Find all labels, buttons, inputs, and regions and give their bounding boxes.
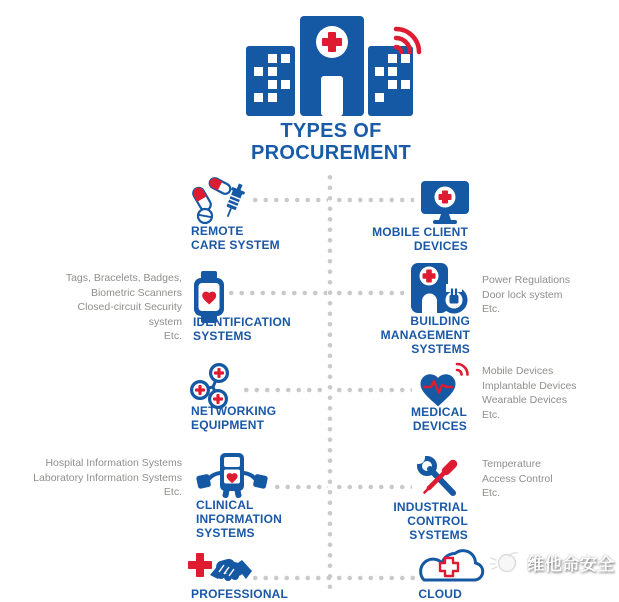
label-mobile-client-devices: MOBILE CLIENT DEVICES [372, 225, 468, 253]
wireless-signal-icon [396, 29, 419, 52]
vitamin-logo-icon [487, 548, 525, 578]
label-building-management-systems: BUILDING MANAGEMENT SYSTEMS [380, 314, 470, 356]
label-industrial-control-systems: INDUSTRIAL CONTROL SYSTEMS [393, 500, 468, 542]
connector-row3-left [241, 387, 328, 393]
watermark-text: 维他命安全 [527, 554, 615, 574]
label-professional: PROFESSIONAL [191, 587, 289, 601]
connector-row2-right [334, 290, 404, 296]
note-identification-systems: Tags, Bracelets, Badges, Biometric Scanners Closed-circuit Security system Etc. [65, 272, 182, 343]
connector-row4-left [272, 484, 328, 490]
note-clinical-information: Hospital Information Systems Laboratory Information Systems Etc. [33, 457, 182, 499]
building-power-plug-icon [409, 263, 467, 313]
note-industrial-control: Temperature Access Control Etc. [482, 458, 553, 500]
handshake-cross-icon [188, 547, 252, 589]
wrench-screwdriver-icon [417, 456, 459, 498]
cloud-cross-icon [408, 551, 490, 583]
label-identification-systems: IDENTIFICATION SYSTEMS [193, 315, 291, 343]
connector-row3-right [334, 387, 412, 393]
label-remote-care-system: REMOTE CARE SYSTEM [191, 224, 280, 252]
medical-monitor-icon [421, 181, 469, 225]
note-medical-devices: Mobile Devices Implantable Devices Wearable Devices Etc. [482, 365, 577, 421]
page-title: TYPES OF PROCUREMENT [251, 120, 411, 164]
note-building-management: Power Regulations Door lock system Etc. [482, 274, 571, 316]
connector-row1-left [250, 197, 328, 203]
hospital-buildings-icon [244, 12, 422, 116]
network-nodes-icon [190, 363, 237, 408]
connector-row1-right [334, 197, 414, 203]
connector-row4-right [334, 484, 412, 490]
pills-syringe-icon [189, 177, 247, 225]
wireless-signal-icon [457, 364, 468, 375]
infusion-pump-icon [196, 453, 268, 498]
connector-row2-left [226, 290, 327, 296]
label-networking-equipment: NETWORKING EQUIPMENT [191, 404, 277, 432]
heart-wireless-icon [416, 361, 468, 409]
label-cloud: CLOUD [418, 587, 462, 601]
label-clinical-information-systems: CLINICAL INFORMATION SYSTEMS [196, 498, 282, 540]
label-medical-devices: MEDICAL DEVICES [410, 405, 467, 433]
